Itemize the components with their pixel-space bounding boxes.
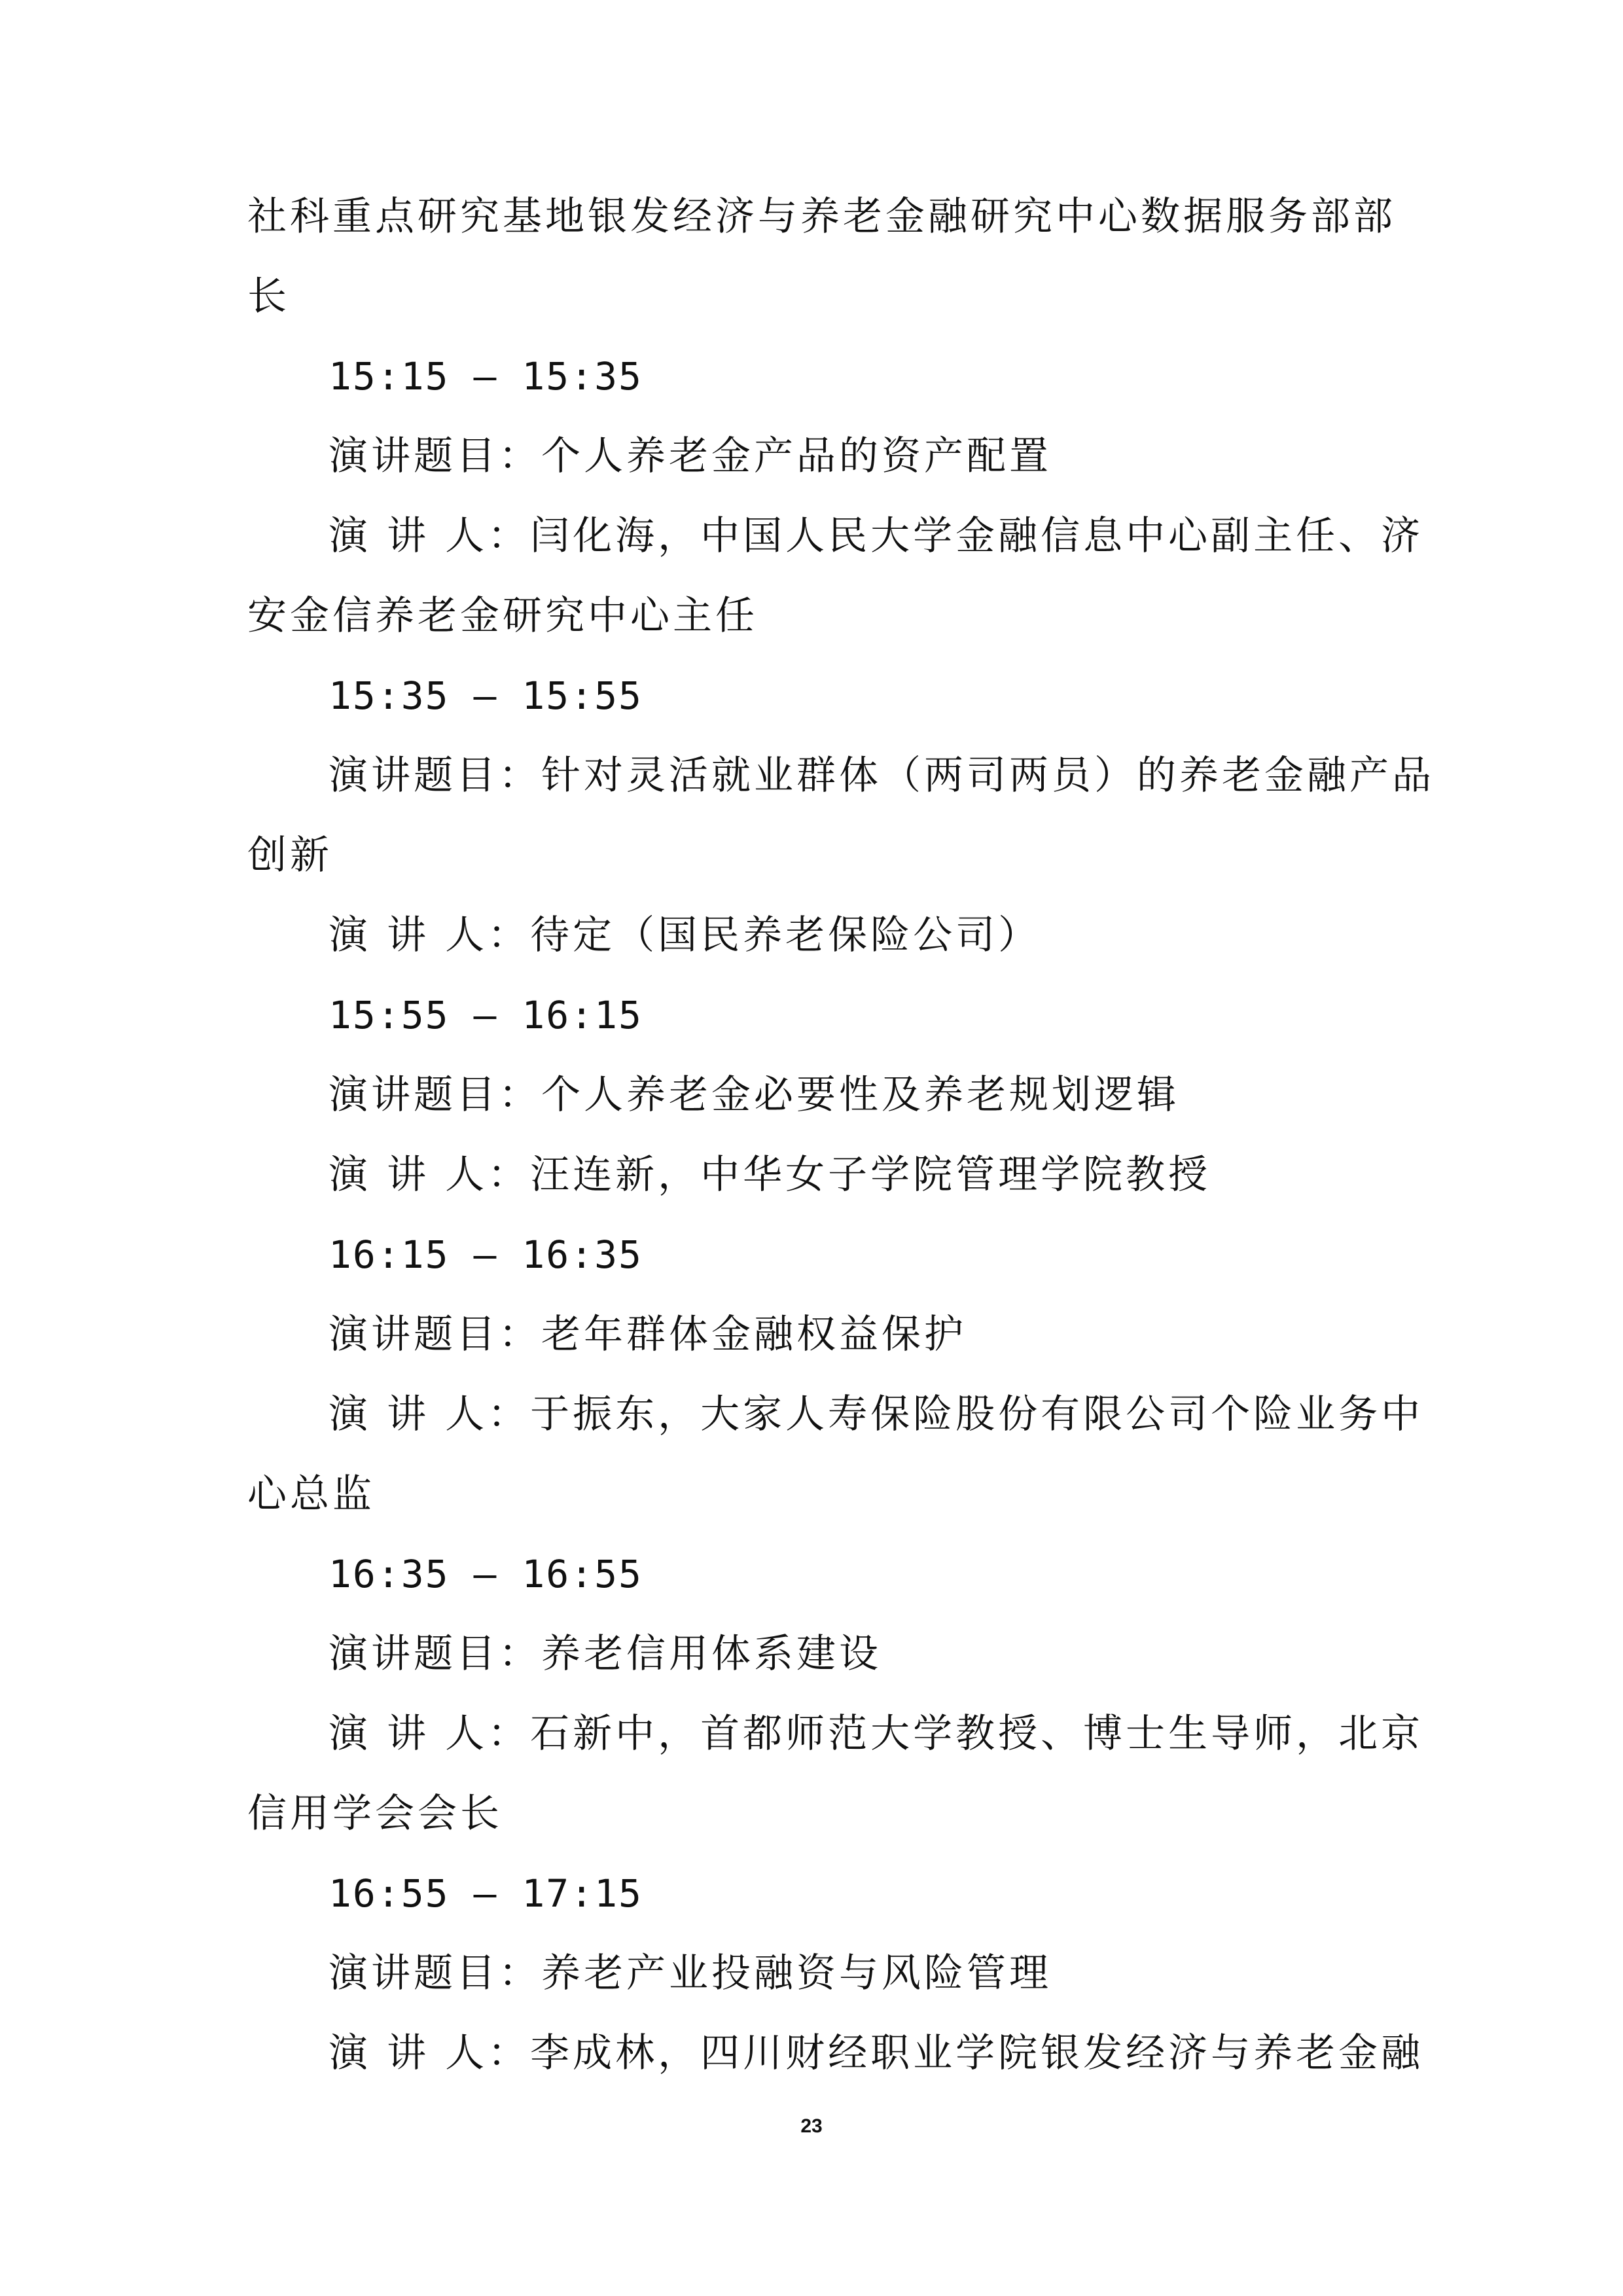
session-time: 16:15 – 16:35 xyxy=(329,1232,643,1277)
text-line: 创新 xyxy=(247,833,332,878)
session-time: 16:35 – 16:55 xyxy=(329,1552,643,1596)
session-time: 15:35 – 15:55 xyxy=(329,673,643,718)
document-body xyxy=(247,177,1435,2093)
session-time: 16:55 – 17:15 xyxy=(329,1871,643,1916)
text-line: 长 xyxy=(247,274,290,319)
text-line: 演讲题目：个人养老金必要性及养老规划逻辑 xyxy=(329,1072,1179,1118)
text-line: 演 讲 人：汪连新，中华女子学院管理学院教授 xyxy=(329,1152,1211,1198)
page-number: 23 xyxy=(800,2115,823,2137)
text-line: 演讲题目：老年群体金融权益保护 xyxy=(329,1312,967,1357)
text-line: 演 讲 人：于振东，大家人寿保险股份有限公司个险业务中 xyxy=(329,1391,1424,1437)
text-line: 演 讲 人：李成林，四川财经职业学院银发经济与养老金融 xyxy=(329,2030,1424,2076)
text-line: 社科重点研究基地银发经济与养老金融研究中心数据服务部部 xyxy=(247,194,1396,240)
text-line: 安金信养老金研究中心主任 xyxy=(247,593,758,639)
session-time: 15:15 – 15:35 xyxy=(329,354,643,399)
text-line: 信用学会会长 xyxy=(247,1791,503,1837)
text-line: 演 讲 人：待定（国民养老保险公司） xyxy=(329,912,1041,958)
text-line: 演讲题目：针对灵活就业群体（两司两员）的养老金融产品 xyxy=(329,753,1435,798)
text-line: 演讲题目：养老产业投融资与风险管理 xyxy=(329,1950,1052,1996)
text-line: 演讲题目：个人养老金产品的资产配置 xyxy=(329,433,1052,479)
text-line: 演 讲 人：闫化海，中国人民大学金融信息中心副主任、济 xyxy=(329,513,1424,559)
text-line: 演讲题目：养老信用体系建设 xyxy=(329,1631,882,1677)
text-line: 演 讲 人：石新中，首都师范大学教授、博士生导师，北京 xyxy=(329,1711,1424,1757)
text-line: 心总监 xyxy=(247,1471,375,1517)
session-time: 15:55 – 16:15 xyxy=(329,993,643,1037)
